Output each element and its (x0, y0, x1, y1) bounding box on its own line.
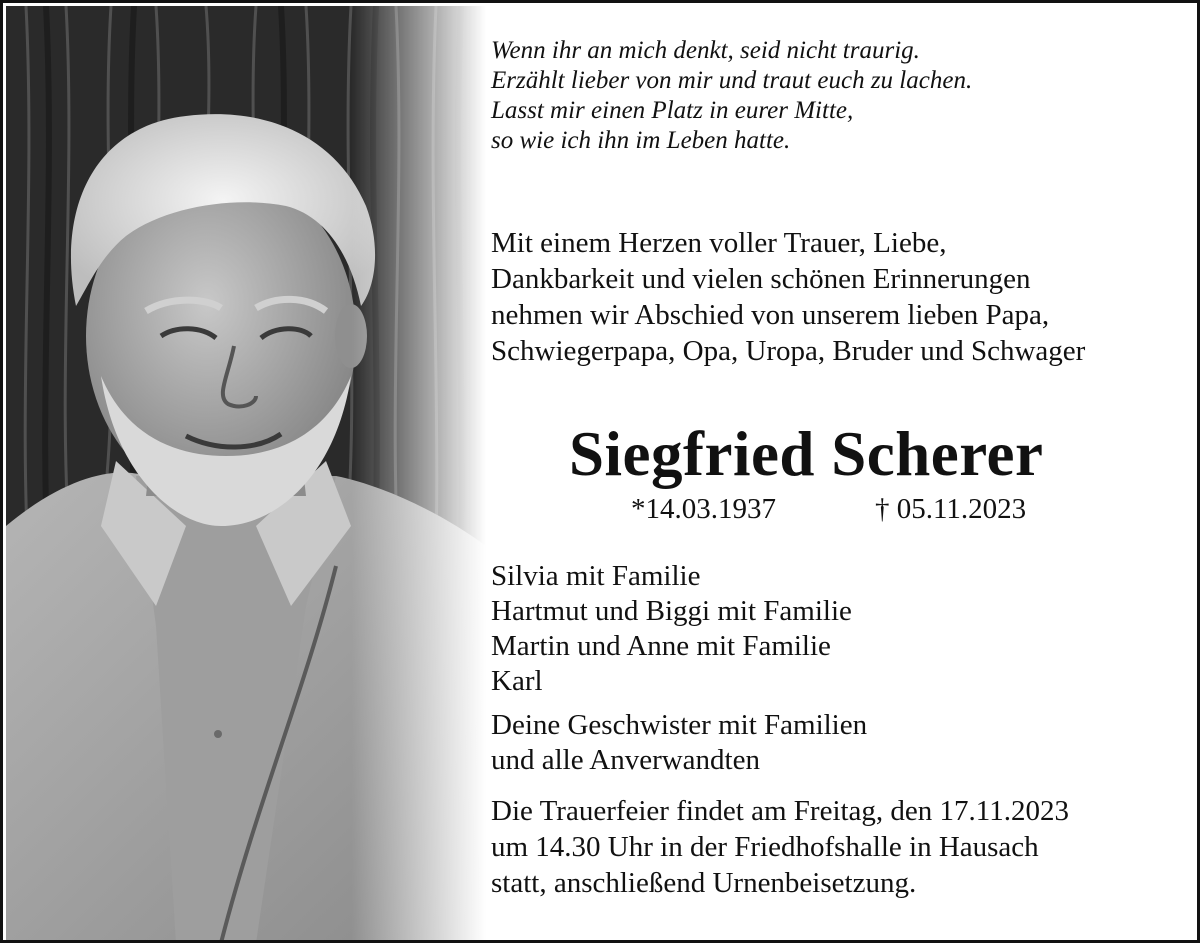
portrait-photo (6, 6, 486, 943)
death-date: † 05.11.2023 (875, 493, 1027, 525)
relatives-line: Deine Geschwister mit Familien (491, 709, 868, 741)
service-line: Die Trauerfeier findet am Freitag, den 17.11.2023 (491, 795, 1069, 827)
intro-line: Mit einem Herzen voller Trauer, Liebe, (491, 227, 947, 259)
birth-date: *14.03.1937 (631, 493, 776, 525)
mourner-line: Martin und Anne mit Familie (491, 630, 831, 662)
intro-paragraph (491, 225, 1085, 369)
service-line: um 14.30 Uhr in der Friedhofshalle in Hausach (491, 831, 1039, 863)
poem-line: Wenn ihr an mich denkt, seid nicht traurig. (491, 37, 920, 64)
service-line: statt, anschließend Urnenbeisetzung. (491, 867, 917, 899)
deceased-name: Siegfried Scherer (569, 419, 1044, 489)
mourner-line: Karl (491, 665, 543, 697)
poem-line: Lasst mir einen Platz in eurer Mitte, (491, 97, 854, 124)
relatives-line: und alle Anverwandten (491, 744, 760, 776)
poem-line: Erzählt lieber von mir und traut euch zu lachen. (491, 67, 973, 94)
mourner-line: Silvia mit Familie (491, 560, 701, 592)
poem-line: so wie ich ihn im Leben hatte. (491, 127, 791, 154)
intro-line: nehmen wir Abschied von unserem lieben Papa, (491, 299, 1050, 331)
relatives-list (491, 708, 867, 778)
intro-line: Schwiegerpapa, Opa, Uropa, Bruder und Schwager (491, 335, 1086, 367)
intro-line: Dankbarkeit und vielen schönen Erinnerungen (491, 263, 1031, 295)
mourners-list (491, 559, 852, 699)
funeral-service-info (491, 793, 1069, 901)
mourner-line: Hartmut und Biggi mit Familie (491, 595, 852, 627)
poem (491, 36, 972, 156)
